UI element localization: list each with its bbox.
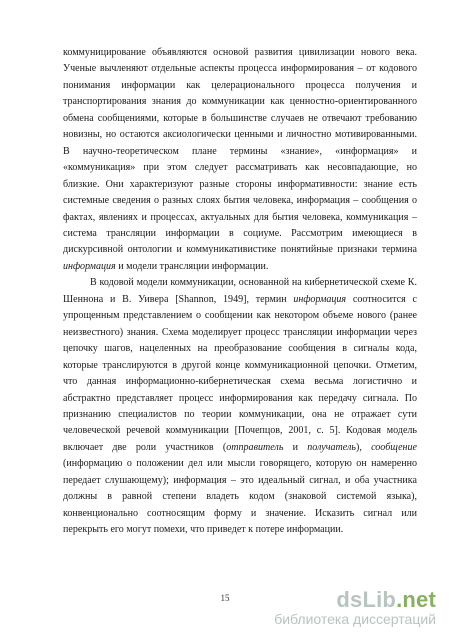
text-run: соотносится с упрощенным представлением о сообщении как некотором объеме нового (ранее неизвестного) знания. Схема моделирует процесс трансляции информации через цепочку шагов, нацеленных на преобразование сообщения в сигналы кода, которые транслируются в другой конце коммуникационной цепочки. Отметим, что данная информационно-кибернетическая схема весьма логистично и абстрактно представляет процесс информирования как передачу сигнала. По признанию специалистов по теории коммуникации, она не отражает сути человеческой речевой коммуникации [Почепцов, 2001, с. 5]. Кодовая модель включает две роли участников ( bbox=[63, 293, 417, 453]
italic-term: информация bbox=[63, 260, 116, 272]
text-run: (информацию о положении дел или мысли говорящего, которую он намеренно передает слушающему); информация – это идеальный сигнал, и оба участника должны в равной степени владеть кодом (знаковой системой языка), конвенционально соотносящим форму и значение. Исказить сигнал или перекрыть его могут помехи, что приведет к потере информации. bbox=[63, 458, 417, 536]
italic-term: получатель bbox=[307, 441, 356, 453]
italic-term: сообщение bbox=[371, 441, 418, 453]
watermark-tagline: библиотека диссертаций bbox=[274, 611, 436, 627]
italic-term: отправитель bbox=[226, 441, 284, 453]
paragraph bbox=[63, 275, 417, 538]
logo-main-text: dsLib bbox=[336, 587, 397, 612]
logo-suffix-text: .net bbox=[396, 587, 436, 612]
text-run: В кодовой модели коммуникации, основанной на кибернетической схеме К. Шеннона и В. Уивера [Shannon, 1949], термин bbox=[63, 277, 417, 305]
dslib-watermark[interactable] bbox=[274, 589, 436, 627]
page-body bbox=[63, 45, 417, 539]
italic-term: информация bbox=[293, 293, 347, 305]
text-run: ), bbox=[355, 441, 372, 453]
text-run: и модели трансляции информации. bbox=[115, 260, 269, 272]
paragraph bbox=[63, 45, 417, 275]
page-number: 15 bbox=[220, 593, 230, 603]
dslib-logo[interactable] bbox=[274, 589, 436, 611]
text-run: и bbox=[283, 441, 308, 453]
text-run: коммуницирование объявляются основой развития цивилизации нового века. Ученые вычленяют отдельные аспекты процесса информирования – от кодового понимания информации как целерационального процесса получения и транспортирования знания до коммуникации как ценностно-ориентированного обмена сообщениями, которые в большинстве случаев не отвечают требованию новизны, но остаются аксиологически ценными и личностно мотивированными. В научно-теоретическом плане термины «знание», «информация» и «коммуникация» при этом следует рассматривать как несовпадающие, но близкие. Они характеризуют разные стороны информативности: знание есть системные сведения о разных слоях бытия человека, информация – сообщения о фактах, явлениях и процессах, актуальных для бытия человека, коммуникация – система трансляции информации в социуме. Рассмотрим имеющиеся в дискурсивной онтологии и коммуникативистике понятийные признаки термина bbox=[63, 47, 417, 256]
